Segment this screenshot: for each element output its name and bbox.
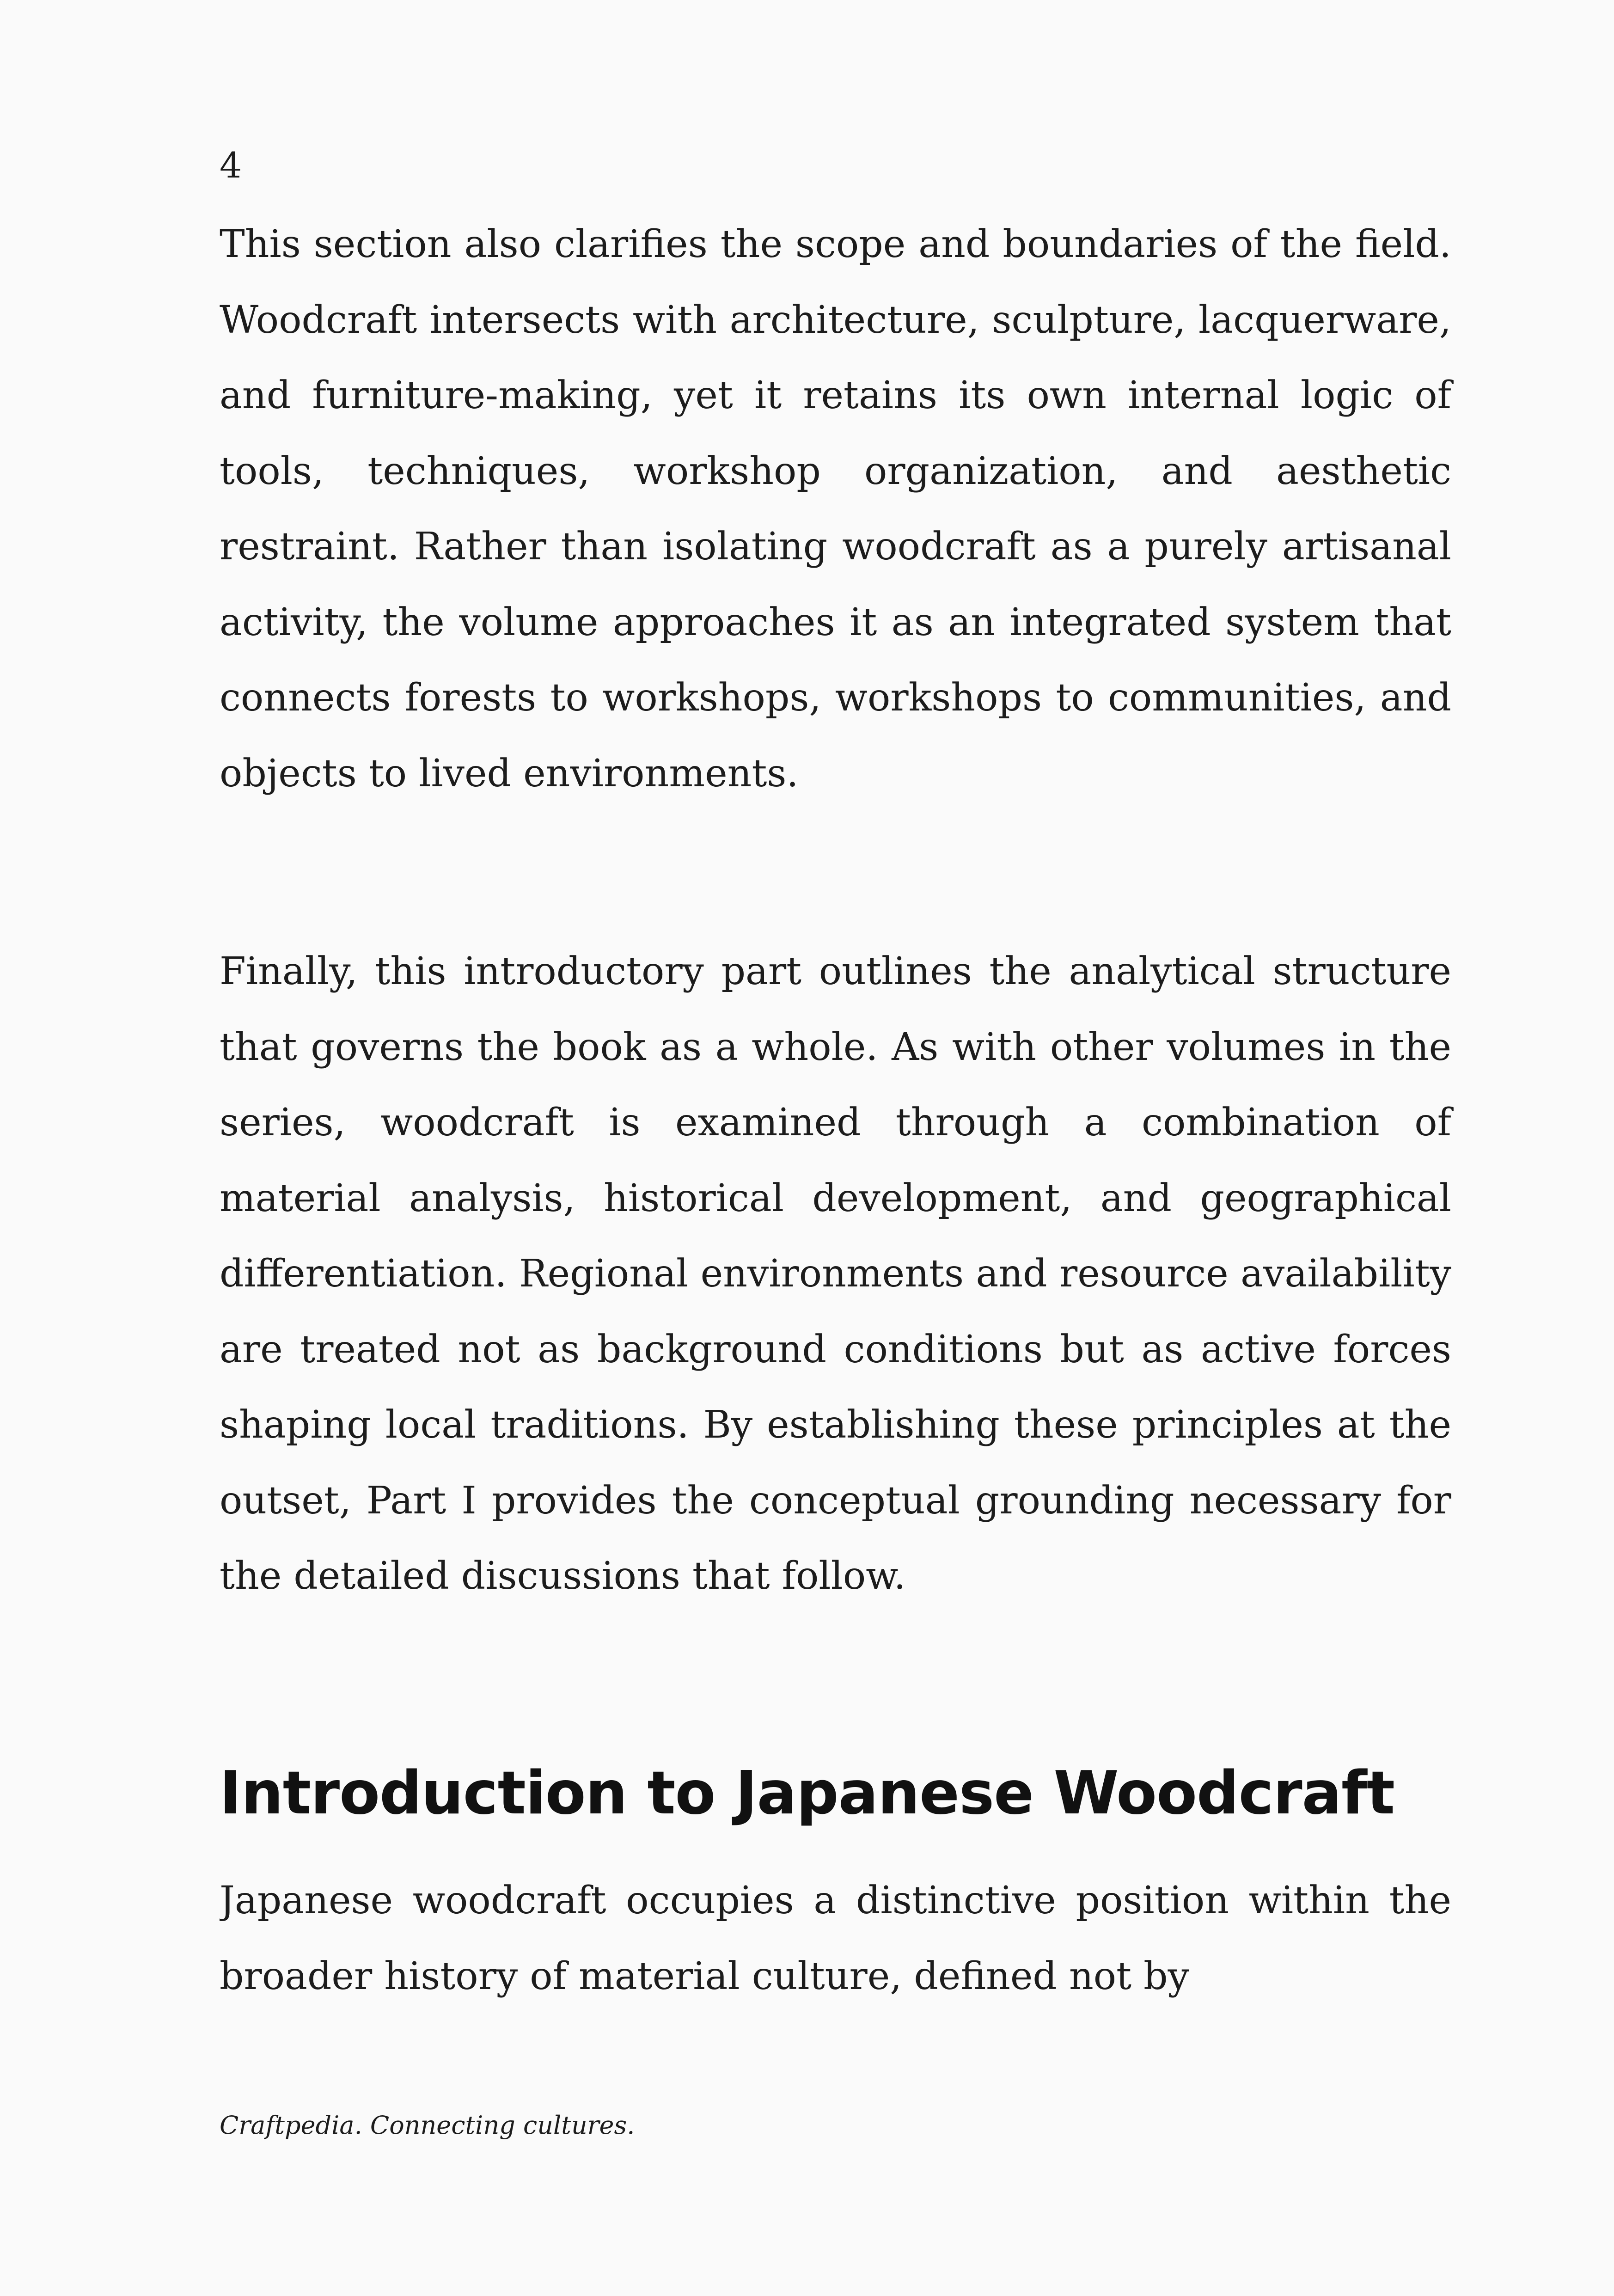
page-number: 4: [220, 145, 242, 186]
section-intro-paragraph: Japanese woodcraft occupies a distinctive position within the broader history of material culture, defined not by: [220, 1879, 1451, 1998]
body-paragraph-structure: Finally, this introductory part outlines the analytical structure that governs the book as a whole. As with other volumes in the series, woodcraft is examined through a combination of material analysis, historical development, and geographical differentiation. Regional environments and resource availability are treated not as background conditions but as active forces shaping local traditions. By establishing these principles at the outset, Part I provides the conceptual grounding necessary for the detailed discussions that follow.: [220, 949, 1451, 1598]
section-heading: Introduction to Japanese Woodcraft: [220, 1759, 1394, 1828]
footer-tagline: Craftpedia. Connecting cultures.: [220, 2111, 635, 2140]
body-paragraph-scope: This section also clarifies the scope and boundaries of the field. Woodcraft intersects with architecture, sculpture, lacquerware, and furniture-making, yet it retains its own internal logic of tools, techniques, workshop organization, and aesthetic restraint. Rather than isolating woodcraft as a purely artisanal activity, the volume approaches it as an integrated system that connects forests to workshops, workshops to communities, and objects to lived environments.: [220, 222, 1451, 796]
